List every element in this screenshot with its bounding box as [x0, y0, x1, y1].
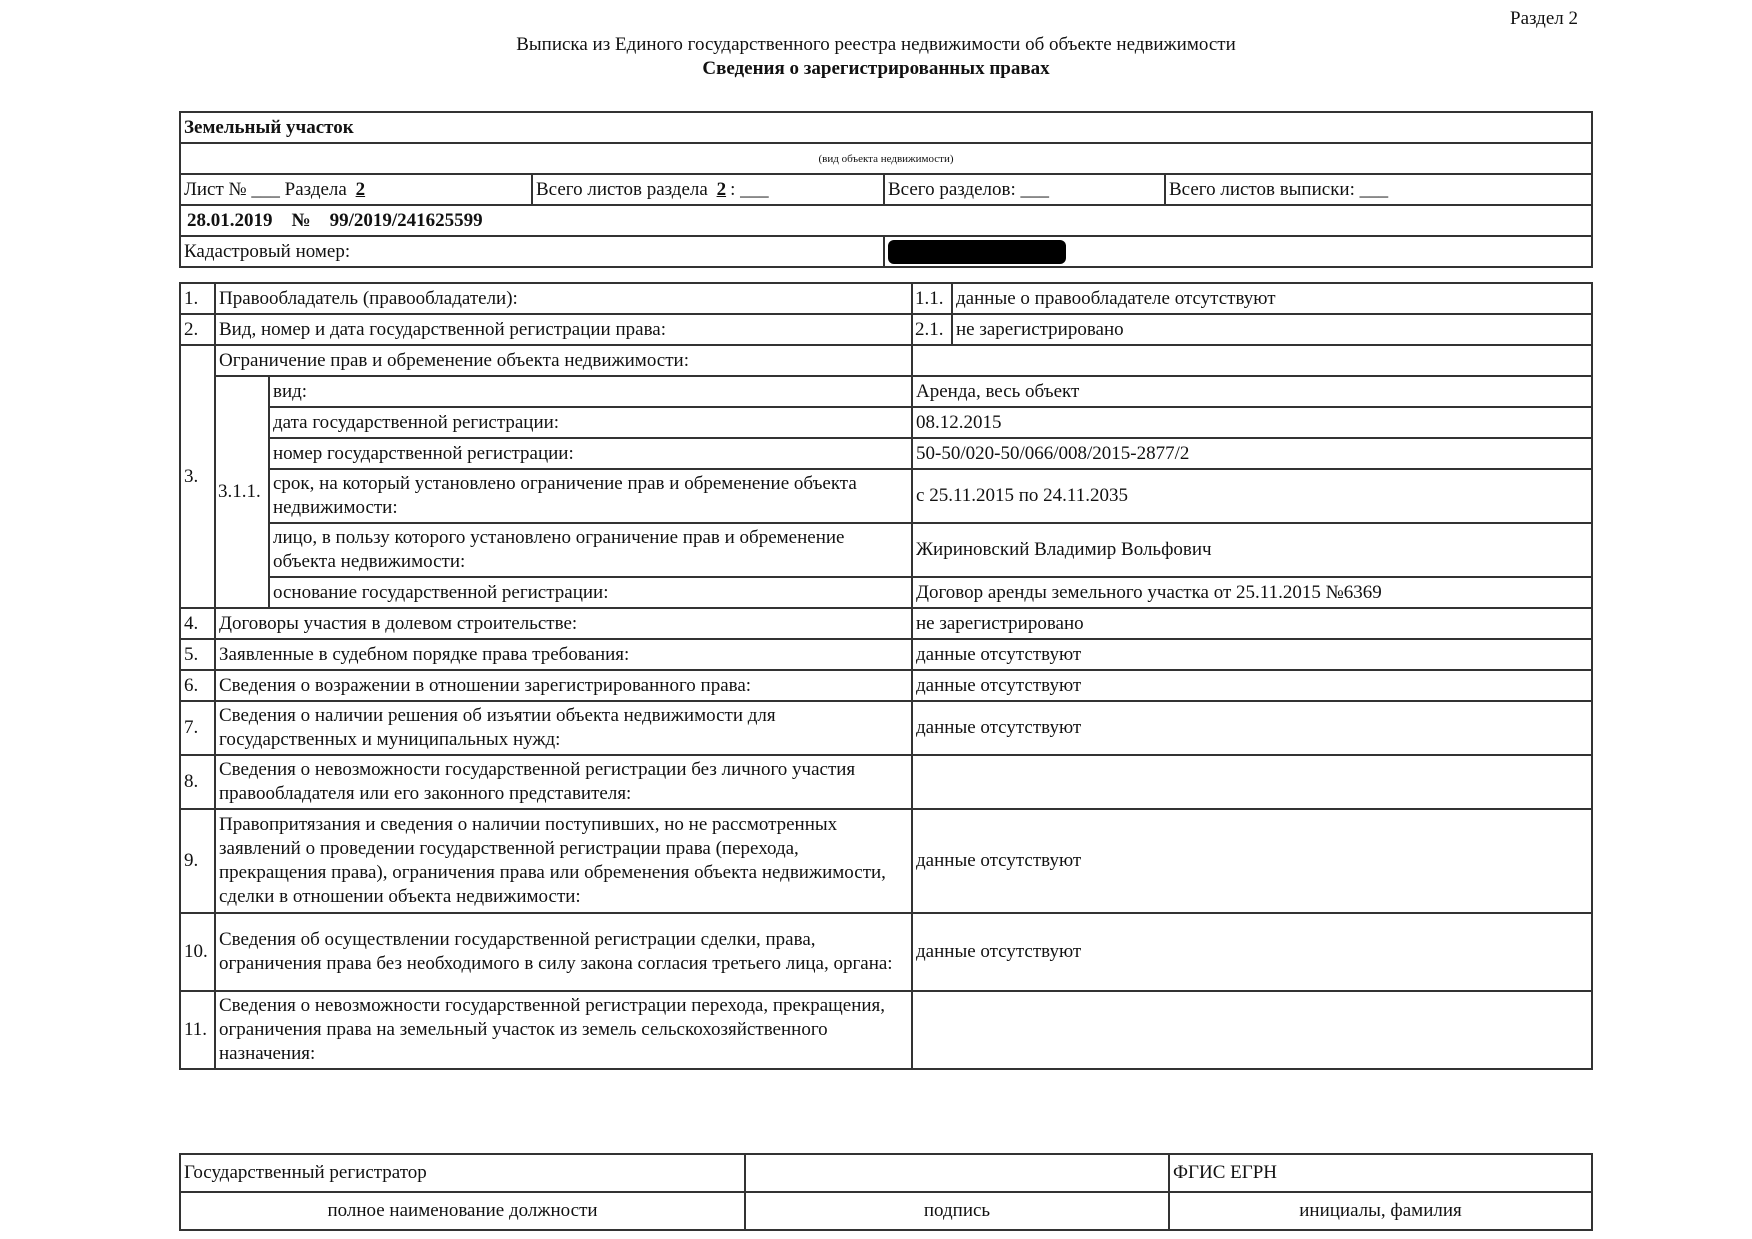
- row-label: Правопритязания и сведения о наличии поступивших, но не рассмотренных заявлений о проведении государственной регистрации права (перехода, прекращения права), ограничения права или обременения объекта недвижимости, сделки в отношении объекта недвижимости:: [215, 809, 912, 913]
- row-number: 9.: [180, 809, 215, 913]
- registrar-system: ФГИС ЕГРН: [1169, 1154, 1592, 1192]
- caption-position: полное наименование должности: [180, 1192, 745, 1230]
- row-value: данные отсутствуют: [912, 701, 1592, 755]
- signature-field: [745, 1154, 1169, 1192]
- encumbrance-value: 50-50/020-50/066/008/2015-2877/2: [912, 438, 1592, 469]
- row-number: 7.: [180, 701, 215, 755]
- caption-name: инициалы, фамилия: [1169, 1192, 1592, 1230]
- row-subnumber: 2.1.: [912, 314, 952, 345]
- encumbrance-label: лицо, в пользу которого установлено ограничение прав и обременение объекта недвижимости:: [269, 523, 912, 577]
- row-label: Сведения о возражении в отношении зарегистрированного права:: [215, 670, 912, 701]
- row-number: 1.: [180, 283, 215, 314]
- table-row: [180, 670, 1592, 701]
- row-value: [912, 755, 1592, 809]
- signature-table: [179, 1153, 1593, 1231]
- section-mark: Раздел 2: [1510, 8, 1578, 29]
- row-label: Ограничение прав и обременение объекта недвижимости:: [215, 345, 912, 376]
- encumbrance-value: Аренда, весь объект: [912, 376, 1592, 407]
- row-number: 8.: [180, 755, 215, 809]
- object-header-table: [179, 111, 1593, 268]
- encumbrance-number: 3.1.1.: [215, 376, 269, 608]
- row-label: Сведения об осуществлении государственной регистрации сделки, права, ограничения права без необходимого в силу закона согласия третьего лица, органа:: [215, 913, 912, 991]
- encumbrance-label: номер государственной регистрации:: [269, 438, 912, 469]
- row-number: 4.: [180, 608, 215, 639]
- encumbrance-row: [180, 469, 1592, 523]
- table-row: [180, 283, 1592, 314]
- encumbrance-row: [180, 523, 1592, 577]
- row-number: 11.: [180, 991, 215, 1069]
- table-row: [180, 991, 1592, 1069]
- row-value: [912, 345, 1592, 376]
- row-number: 3.: [180, 345, 215, 608]
- total-sheets-suffix: : ___: [730, 178, 769, 200]
- total-sheets-value: 2: [716, 178, 727, 200]
- table-row: [180, 608, 1592, 639]
- row-label: Сведения о невозможности государственной регистрации перехода, прекращения, ограничения права на земельный участок из земель сельскохозяйственного назначения:: [215, 991, 912, 1069]
- sheet-section: 2: [355, 178, 366, 200]
- encumbrance-label: основание государственной регистрации:: [269, 577, 912, 608]
- row-value: данные отсутствуют: [912, 913, 1592, 991]
- row-value: не зарегистрировано: [912, 608, 1592, 639]
- row-subnumber: 1.1.: [912, 283, 952, 314]
- table-row: [180, 639, 1592, 670]
- encumbrance-value: 08.12.2015: [912, 407, 1592, 438]
- encumbrance-row: [180, 438, 1592, 469]
- table-row: [180, 809, 1592, 913]
- object-type: Земельный участок: [180, 112, 1592, 143]
- row-label: Вид, номер и дата государственной регистрации права:: [215, 314, 912, 345]
- row-value: данные отсутствуют: [912, 670, 1592, 701]
- encumbrance-row: [180, 376, 1592, 407]
- encumbrance-row: [180, 577, 1592, 608]
- encumbrance-value: с 25.11.2015 по 24.11.2035: [912, 469, 1592, 523]
- row-number: 10.: [180, 913, 215, 991]
- row-value: данные о правообладателе отсутствуют: [952, 283, 1592, 314]
- row-value: данные отсутствуют: [912, 639, 1592, 670]
- row-value: не зарегистрировано: [952, 314, 1592, 345]
- document-title: Выписка из Единого государственного реестра недвижимости об объекте недвижимости: [516, 34, 1236, 55]
- sheet-number-cell: [180, 174, 532, 205]
- row-value: [912, 991, 1592, 1069]
- encumbrance-label: вид:: [269, 376, 912, 407]
- row-label: Правообладатель (правообладатели):: [215, 283, 912, 314]
- total-sheets-label: Всего листов раздела: [536, 178, 708, 200]
- sheet-label: Лист № ___ Раздела: [184, 178, 347, 200]
- encumbrance-value: Жириновский Владимир Вольфович: [912, 523, 1592, 577]
- row-value: данные отсутствуют: [912, 809, 1592, 913]
- total-sections: Всего разделов: ___: [884, 174, 1165, 205]
- row-number: 2.: [180, 314, 215, 345]
- row-label: Сведения о наличии решения об изъятии объекта недвижимости для государственных и муниципальных нужд:: [215, 701, 912, 755]
- table-row: [180, 701, 1592, 755]
- caption-signature: подпись: [745, 1192, 1169, 1230]
- encumbrance-label: срок, на который установлено ограничение прав и обременение объекта недвижимости:: [269, 469, 912, 523]
- date-number: 28.01.2019 № 99/2019/241625599: [180, 205, 1592, 236]
- row-label: Договоры участия в долевом строительстве:: [215, 608, 912, 639]
- cadastral-label: Кадастровый номер:: [180, 236, 884, 267]
- row-label: Сведения о невозможности государственной регистрации без личного участия правообладателя или его законного представителя:: [215, 755, 912, 809]
- table-row: [180, 913, 1592, 991]
- cadastral-value: [884, 236, 1592, 267]
- object-type-caption: (вид объекта недвижимости): [180, 143, 1592, 174]
- row-number: 5.: [180, 639, 215, 670]
- encumbrance-label: дата государственной регистрации:: [269, 407, 912, 438]
- encumbrance-value: Договор аренды земельного участка от 25.11.2015 №6369: [912, 577, 1592, 608]
- table-row: [180, 755, 1592, 809]
- table-row: [180, 314, 1592, 345]
- redaction-block: [888, 240, 1066, 264]
- registrar-role: Государственный регистратор: [180, 1154, 745, 1192]
- table-row: [180, 345, 1592, 376]
- total-extract-sheets: Всего листов выписки: ___: [1165, 174, 1592, 205]
- total-sheets-cell: [532, 174, 884, 205]
- encumbrance-row: [180, 407, 1592, 438]
- row-label: Заявленные в судебном порядке права требования:: [215, 639, 912, 670]
- document-subtitle: Сведения о зарегистрированных правах: [702, 58, 1050, 79]
- rights-table: [179, 282, 1593, 1070]
- row-number: 6.: [180, 670, 215, 701]
